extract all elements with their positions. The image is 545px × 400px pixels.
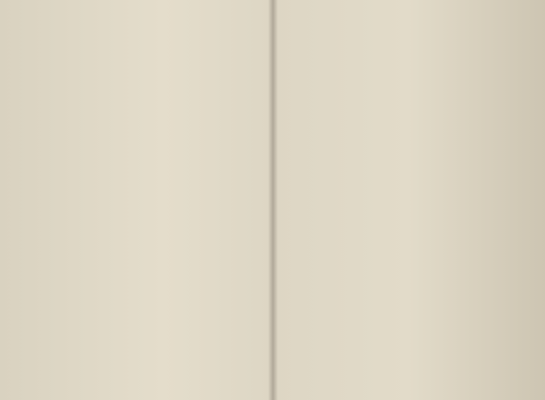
page-gutter (268, 0, 278, 400)
column-4 (414, 4, 539, 392)
column-1 (4, 4, 129, 392)
column-2 (138, 4, 263, 392)
column-3 (283, 4, 408, 392)
